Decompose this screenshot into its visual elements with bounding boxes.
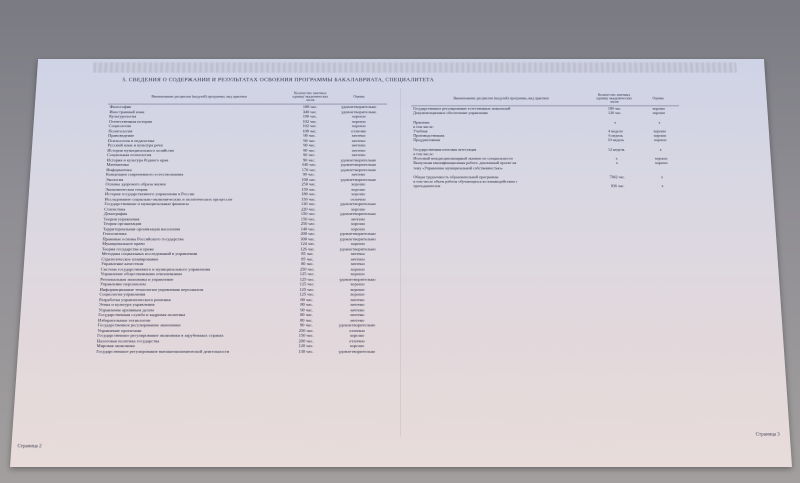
left-cell-hours: 125 час. bbox=[299, 286, 315, 292]
right-cell-hours: х bbox=[614, 119, 617, 125]
left-cell-hours: 125 час. bbox=[299, 276, 315, 282]
left-cell-grade: хорошо bbox=[350, 281, 365, 287]
left-cell-name: Государственное регулирование внешнеэкономической деятельности bbox=[96, 348, 230, 354]
right-cell-hours: 7842 час. bbox=[609, 174, 626, 180]
left-cell-hours: 150 час. bbox=[300, 216, 316, 221]
left-cell-hours: 90 час. bbox=[303, 133, 316, 138]
right-cell-name: Преддипломная bbox=[413, 137, 441, 143]
left-cell-grade: удовлетворительно bbox=[340, 162, 377, 167]
left-cell-hours: 102 час. bbox=[302, 123, 318, 129]
left-cell-grade: хорошо bbox=[351, 114, 366, 119]
left-cell-grade: удовлетворительно bbox=[341, 109, 377, 114]
left-cell-grade: зачтено bbox=[350, 302, 365, 307]
left-cell-hours: 130 час. bbox=[301, 201, 316, 206]
right-cell-name: Производственная bbox=[413, 133, 445, 138]
left-cell-hours: 220 час. bbox=[300, 206, 316, 211]
right-cell-name: Общая трудоемкость образовательной программы bbox=[413, 174, 499, 180]
left-cell-hours: 170 час. bbox=[301, 167, 317, 172]
left-cell-name: Демография bbox=[103, 211, 128, 216]
left-cell-name: Избирательные технологии bbox=[97, 317, 151, 323]
right-cell-name: Государственная итоговая аттестация bbox=[413, 147, 477, 152]
left-cell-hours: 200 час. bbox=[298, 338, 314, 343]
left-cell-hours: 90 час. bbox=[303, 147, 316, 153]
left-cell-name: Этика и культура управления bbox=[98, 302, 155, 307]
left-cell-hours: 250 час. bbox=[300, 221, 316, 226]
left-cell-grade: зачтено bbox=[351, 147, 366, 153]
left-cell-hours: 90 час. bbox=[302, 172, 316, 177]
left-subjects-table bbox=[94, 90, 387, 354]
left-cell-grade: зачтено bbox=[349, 317, 365, 323]
left-cell-name: Государственное регулирование экономики в зарубежных странах bbox=[97, 332, 224, 338]
left-cell-hours: 150 час. bbox=[301, 196, 317, 202]
left-cell-hours: 102 час. bbox=[302, 118, 318, 124]
right-col-hours: Количество зачетных единиц/ академических часов bbox=[591, 92, 638, 106]
left-cell-name: Муниципальное право bbox=[102, 241, 145, 246]
left-cell-name: История муниципального хозяйства bbox=[107, 147, 175, 153]
left-cell-hours: 126 час. bbox=[300, 246, 316, 251]
left-cell-hours: 80 час. bbox=[300, 296, 314, 302]
left-cell-grade: отлично bbox=[350, 196, 366, 202]
left-cell-grade: удовлетворительно bbox=[338, 348, 376, 354]
right-cell-grade: х bbox=[661, 183, 664, 189]
left-cell-grade: зачтено bbox=[351, 138, 366, 143]
left-cell-grade: удовлетворительно bbox=[339, 236, 376, 241]
right-cell-hours: 180 час. bbox=[607, 106, 622, 111]
left-cell-hours: 140 час. bbox=[300, 226, 316, 231]
left-cell-hours: 300 час. bbox=[300, 236, 316, 241]
left-cell-grade: отлично bbox=[351, 128, 367, 133]
left-cell-grade: хорошо bbox=[351, 118, 366, 124]
right-cell-name: в том числе объем работы обучающихся во взаимодействии с bbox=[413, 179, 518, 184]
left-cell-name: Философия bbox=[109, 104, 132, 109]
left-cell-grade: удовлетворительно bbox=[340, 201, 376, 206]
left-col-hours: Количество зачетных единиц/ академических часов bbox=[290, 90, 331, 104]
left-cell-hours: 250 час. bbox=[299, 266, 315, 272]
left-cell-grade: зачтено bbox=[350, 256, 365, 261]
left-cell-name: Исследование социально-экономических и политических процессов bbox=[104, 196, 233, 202]
left-cell-hours: 90 час. bbox=[299, 322, 313, 328]
right-cell-hours: 120 час. bbox=[608, 110, 622, 116]
left-cell-hours: 108 час. bbox=[302, 104, 318, 109]
right-cell-name: тему «Управление муниципальной собственностью» bbox=[413, 165, 503, 170]
left-cell-grade: зачтено bbox=[351, 152, 366, 157]
left-cell-name: Русский язык и культура речи bbox=[107, 142, 163, 148]
right-cell-name: Итоговый междисциплинарный экзамен по специальности bbox=[413, 156, 513, 161]
left-cell-name: Отечественная история bbox=[108, 118, 153, 124]
table-row bbox=[411, 184, 683, 189]
left-cell-hours: 80 час. bbox=[300, 312, 314, 317]
left-cell-name: Система государственного и муниципального управления bbox=[100, 266, 211, 272]
left-cell-name: Иностранный язык bbox=[109, 109, 145, 114]
left-cell-name: Стратегическое планирование bbox=[101, 256, 159, 261]
left-cell-name: Политология bbox=[108, 128, 133, 133]
right-col-grade: Оценка bbox=[637, 92, 679, 106]
left-cell-grade: зачтено bbox=[350, 216, 366, 221]
table-row bbox=[94, 349, 386, 354]
left-cell-hours: 85 час. bbox=[301, 256, 314, 261]
left-cell-grade: удовлетворительно bbox=[340, 211, 376, 216]
left-cell-grade: удовлетворительно bbox=[340, 157, 377, 162]
right-subjects-table bbox=[411, 92, 683, 189]
left-cell-hours: 200 час. bbox=[300, 231, 316, 236]
right-cell-grade: х bbox=[658, 119, 661, 125]
left-cell-name: Статистика bbox=[104, 206, 126, 211]
left-cell-grade: зачтено bbox=[350, 261, 365, 266]
left-cell-name: Правоведение bbox=[108, 133, 135, 138]
section-header: 5. СВЕДЕНИЯ О СОДЕРЖАНИИ И РЕЗУЛЬТАТАХ ОСВОЕНИЯ ПРОГРАММЫ БАКАЛАВРИАТА, СПЕЦИАЛИТЕТА bbox=[122, 77, 434, 83]
left-cell-grade: отлично bbox=[349, 327, 365, 333]
right-cell-grade: хорошо bbox=[654, 160, 668, 166]
left-cell-hours: 80 час. bbox=[300, 317, 314, 323]
left-cell-grade: хорошо bbox=[350, 226, 366, 231]
diploma-supplement-page bbox=[10, 59, 792, 467]
left-cell-name: Методика социальных исследований в управлении bbox=[101, 251, 198, 256]
left-cell-name: Социальная психология bbox=[106, 152, 152, 157]
left-cell-hours: 150 час. bbox=[301, 186, 317, 192]
left-cell-name: Теория организации bbox=[103, 221, 142, 226]
right-cell-grade: х bbox=[659, 147, 662, 152]
left-cell-hours: 85 час. bbox=[301, 251, 315, 256]
left-cell-grade: хорошо bbox=[350, 271, 365, 277]
left-cell-grade: зачтено bbox=[349, 312, 365, 317]
left-cell-hours: 120 час. bbox=[298, 343, 314, 349]
right-cell-grade: хорошо bbox=[653, 128, 667, 134]
left-cell-name: Территориальная организация населения bbox=[102, 226, 181, 231]
right-cell-grade: хорошо bbox=[653, 133, 667, 138]
right-cell-name: Документационное обеспечение управления bbox=[413, 110, 488, 116]
right-cell-hours: х bbox=[615, 156, 618, 161]
left-cell-grade: хорошо bbox=[351, 123, 366, 129]
left-cell-name: Информационные технологии управления персоналом bbox=[99, 286, 204, 292]
left-cell-grade: хорошо bbox=[350, 206, 366, 211]
right-cell-grade: хорошо bbox=[654, 156, 668, 161]
left-cell-name: Социология управления bbox=[99, 291, 146, 297]
left-cell-grade: хорошо bbox=[349, 332, 365, 338]
left-cell-name: Государственная служба и кадровая политика bbox=[98, 312, 186, 317]
left-cell-name: Информатика bbox=[106, 167, 132, 172]
right-cell-name: Практики bbox=[413, 119, 430, 125]
left-cell-grade: удовлетворительно bbox=[338, 322, 376, 328]
left-cell-hours: 150 час. bbox=[300, 211, 316, 216]
left-cell-name: История государственного управления в России bbox=[104, 191, 195, 197]
left-cell-name: Математика bbox=[106, 162, 129, 167]
left-cell-name: История и культура Родного края bbox=[106, 157, 169, 162]
left-cell-name: Геополитика bbox=[102, 231, 127, 236]
left-cell-grade: отлично bbox=[349, 338, 365, 343]
left-cell-grade: хорошо bbox=[349, 343, 365, 349]
left-cell-grade: хорошо bbox=[351, 186, 366, 192]
left-cell-name: Концепции современного естествознания bbox=[105, 172, 184, 177]
left-cell-hours: 100 час. bbox=[301, 176, 317, 182]
left-cell-hours: 130 час. bbox=[298, 348, 314, 354]
left-col-grade: Оценка bbox=[331, 90, 387, 104]
left-cell-hours: 125 час. bbox=[299, 271, 315, 277]
left-cell-name: Теория государства и права bbox=[101, 246, 154, 251]
left-cell-grade: хорошо bbox=[350, 266, 365, 272]
left-cell-name: Основы здорового образа жизни bbox=[105, 181, 166, 187]
left-cell-grade: зачтено bbox=[351, 133, 366, 138]
left-cell-name: Государственное регулирование экономики bbox=[97, 322, 181, 328]
left-cell-grade: хорошо bbox=[351, 181, 366, 187]
left-cell-grade: удовлетворительно bbox=[339, 231, 376, 236]
left-cell-hours: 180 час. bbox=[301, 191, 317, 197]
left-cell-name: Управление проектами bbox=[97, 327, 142, 333]
left-cell-name: Разработка управленческого решения bbox=[99, 296, 171, 302]
left-cell-grade: зачтено bbox=[351, 172, 366, 177]
left-cell-hours: 80 час. bbox=[301, 261, 314, 266]
left-cell-hours: 250 час. bbox=[301, 181, 317, 187]
left-cell-name: Управление архивным делом bbox=[98, 307, 154, 312]
left-cell-hours: 124 час. bbox=[300, 241, 316, 246]
left-cell-name: Экология bbox=[105, 176, 124, 182]
left-cell-name: Социология bbox=[108, 123, 131, 129]
left-cell-hours: 540 час. bbox=[301, 162, 317, 167]
left-cell-name: Правовые основы Российского государства bbox=[102, 236, 184, 241]
left-col-name: Наименование дисциплин (модулей) программы, вид практики bbox=[108, 90, 290, 104]
left-cell-hours: 250 час. bbox=[298, 327, 314, 333]
left-cell-hours: 125 час. bbox=[299, 291, 315, 297]
right-cell-hours: 12 недель bbox=[608, 147, 625, 152]
left-cell-grade: удовлетворительно bbox=[341, 104, 377, 109]
left-cell-hours: 90 час. bbox=[303, 142, 316, 148]
right-cell-hours: 6 недель bbox=[608, 133, 623, 138]
right-cell-hours: х bbox=[615, 160, 618, 166]
left-cell-grade: хорошо bbox=[350, 221, 366, 226]
left-cell-hours: 90 час. bbox=[303, 152, 316, 157]
right-cell-hours: 836 час. bbox=[610, 183, 625, 189]
left-cell-grade: зачтено bbox=[350, 251, 365, 256]
left-cell-hours: 90 час. bbox=[303, 138, 316, 143]
left-cell-hours: 90 час. bbox=[302, 157, 316, 162]
right-cell-hours: 10 недель bbox=[607, 137, 625, 143]
left-cell-hours: 125 час. bbox=[299, 281, 315, 287]
left-cell-hours: 150 час. bbox=[298, 332, 314, 338]
left-cell-grade: хорошо bbox=[350, 291, 365, 297]
left-cell-grade: удовлетворительно bbox=[339, 276, 376, 282]
left-cell-grade: зачтено bbox=[350, 307, 365, 312]
right-cell-name: преподавателем bbox=[413, 183, 441, 189]
right-cell-name: в том числе: bbox=[413, 124, 434, 129]
right-cell-name: в том числе: bbox=[413, 151, 434, 157]
right-cell-grade: х bbox=[660, 174, 664, 180]
right-cell-name: Учебная bbox=[413, 128, 428, 134]
left-cell-name: Управление общественными отношениями bbox=[100, 271, 183, 277]
right-cell-name: Государственное регулирование естественных монополий bbox=[413, 106, 511, 111]
left-cell-name: Культурология bbox=[109, 114, 137, 119]
decorative-border bbox=[93, 62, 737, 72]
right-cell-grade: хорошо bbox=[652, 110, 666, 116]
left-cell-name: Региональная экономика и управление bbox=[100, 276, 174, 282]
left-cell-hours: 100 час. bbox=[302, 114, 318, 119]
left-cell-hours: 340 час. bbox=[302, 109, 318, 114]
left-cell-name: Государственные и муниципальные финансы bbox=[104, 201, 189, 206]
left-cell-grade: хорошо bbox=[350, 241, 365, 246]
left-cell-hours: 80 час. bbox=[300, 302, 314, 307]
left-cell-name: Экономическая теория bbox=[105, 186, 148, 192]
right-cell-grade: хорошо bbox=[653, 137, 667, 143]
left-cell-name: Управление качеством bbox=[101, 261, 144, 266]
left-cell-name: Мировая экономика bbox=[96, 343, 135, 349]
left-cell-grade: удовлетворительно bbox=[340, 176, 377, 182]
left-cell-grade: хорошо bbox=[351, 191, 366, 197]
right-cell-hours: 4 недели bbox=[608, 128, 623, 134]
page-number-left: Страница 2 bbox=[17, 444, 42, 450]
left-cell-hours: 90 час. bbox=[300, 307, 314, 312]
left-cell-grade: хорошо bbox=[350, 286, 365, 292]
left-cell-name: Налоговая политика государства bbox=[96, 338, 160, 343]
left-cell-name: Теория управления bbox=[103, 216, 140, 221]
page-number-right: Страница 3 bbox=[755, 432, 781, 438]
right-cell-grade: хорошо bbox=[652, 106, 666, 111]
page-fold bbox=[400, 88, 401, 436]
left-cell-grade: зачтено bbox=[351, 142, 366, 148]
left-cell-name: Психология и педагогика bbox=[107, 138, 155, 143]
left-cell-name: Управление персоналом bbox=[99, 281, 146, 287]
left-cell-grade: удовлетворительно bbox=[340, 167, 377, 172]
left-cell-grade: зачтено bbox=[350, 296, 365, 302]
left-cell-hours: 108 час. bbox=[302, 128, 318, 133]
left-cell-grade: удовлетворительно bbox=[339, 246, 376, 251]
right-cell-name: Выпускная квалификационная работа: дипломный проект на bbox=[413, 160, 517, 166]
right-col-name: Наименование дисциплин (модулей) программы, вид практики bbox=[411, 92, 591, 106]
